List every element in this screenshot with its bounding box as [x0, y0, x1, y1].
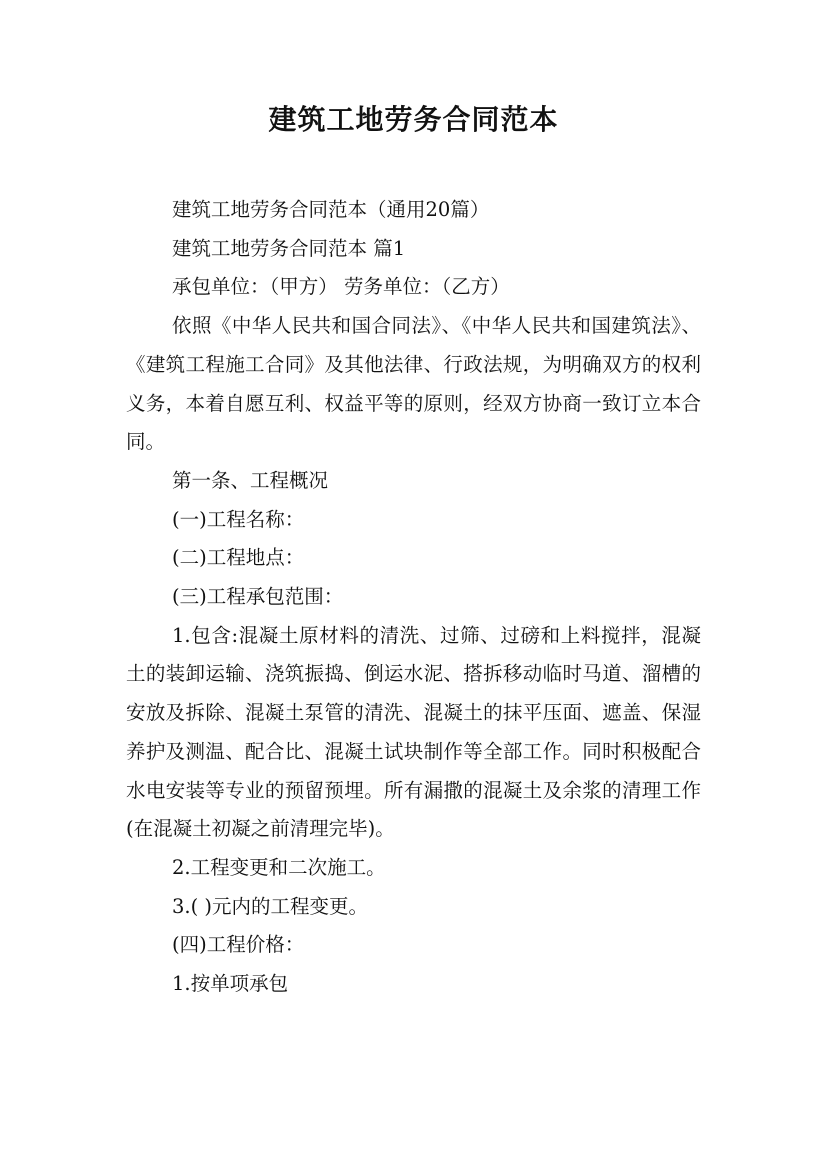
- document-title: 建筑工地劳务合同范本: [268, 103, 559, 136]
- scope-item-2: 2.工程变更和二次施工。: [172, 855, 386, 879]
- project-name-item: (一)工程名称：: [172, 507, 305, 531]
- project-scope-item: (三)工程承包范围：: [172, 585, 344, 609]
- document-body: [126, 191, 701, 1004]
- scope-detail-paragraph: 1.包含:混凝土原材料的清洗、过筛、过磅和上料搅拌，混凝土的装卸运输、浇筑振捣、倒运水泥、搭拆移动临时马道、溜槽的安放及拆除、混凝土泵管的清洗、混凝土的抹平压面、遮盖、保湿养护及测温、配合比、混凝土试块制作等全部工作。同时积极配合水电安装等专业的预留预埋。所有漏撒的混凝土及余浆的清理工作(在混凝土初凝之前清理完毕)。: [126, 623, 701, 841]
- subtitle-paragraph: 建筑工地劳务合同范本（通用20篇）: [172, 198, 490, 221]
- price-item-1: 1.按单项承包: [172, 972, 289, 996]
- preamble-paragraph: 依照《中华人民共和国合同法》、《中华人民共和国建筑法》、《建筑工程施工合同》及其他法律、行政法规，为明确双方的权利义务，本着自愿互利、权益平等的原则，经双方协商一致订立本合同。: [126, 314, 701, 454]
- section-heading: 建筑工地劳务合同范本 篇1: [172, 236, 406, 260]
- parties-paragraph: 承包单位：（甲方） 劳务单位：（乙方）: [172, 275, 510, 299]
- project-location-item: (二)工程地点：: [172, 546, 305, 570]
- scope-item-3: 3.( )元内的工程变更。: [172, 894, 369, 918]
- article-heading: 第一条、工程概况: [172, 468, 329, 492]
- project-price-item: (四)工程价格：: [172, 933, 305, 957]
